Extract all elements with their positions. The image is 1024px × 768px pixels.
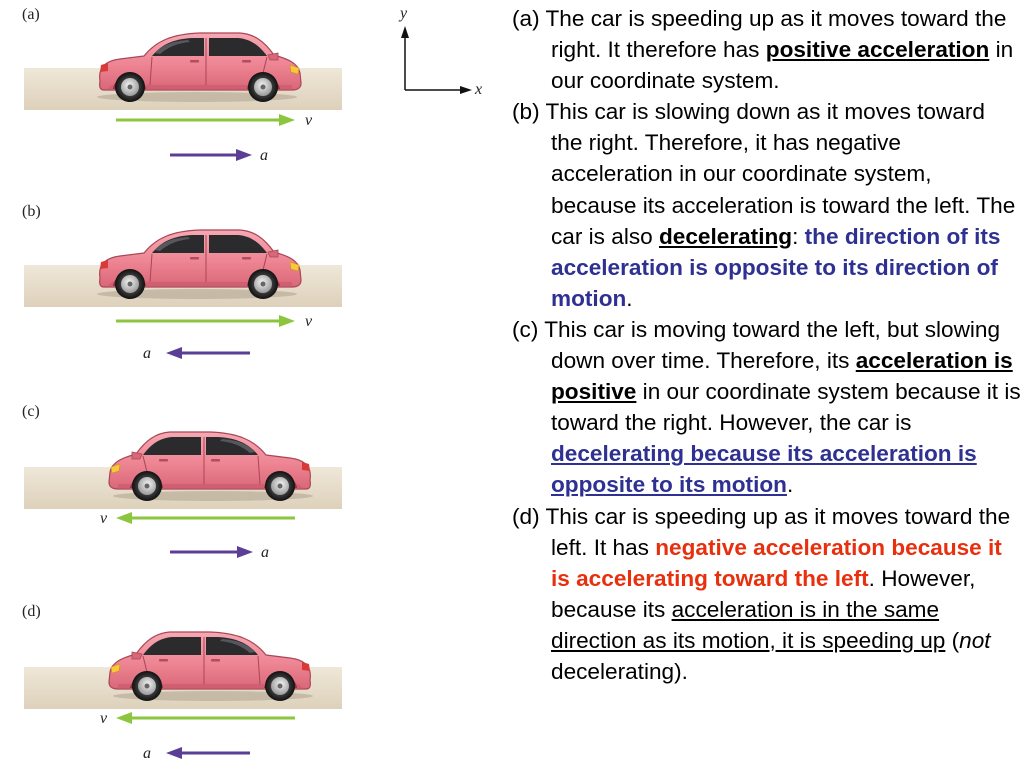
- same-direction-emphasis: acceleration is in the same direction as its motion, it is speeding up: [551, 596, 946, 653]
- accel-arrowhead-b: [166, 347, 182, 359]
- explanation-b-colon: :: [792, 223, 805, 249]
- explanation-c-prefix: (c): [512, 316, 545, 342]
- explanation-d: [512, 501, 1022, 688]
- x-axis-arrowhead: [460, 86, 472, 94]
- coordinate-axes: [398, 5, 482, 98]
- positive-acceleration-emphasis: positive acceleration: [765, 37, 990, 63]
- velocity-label-d: v: [100, 710, 108, 727]
- explanation-d-prefix: (d): [512, 503, 546, 529]
- decelerating-emphasis: decelerating: [658, 223, 793, 249]
- explanation-a: [512, 3, 1022, 96]
- explanation-b-text: This car is slowing down as it moves toward the right. Therefore, it has negative acceleration in our coordinate system, because its acceleration is toward the left. The car is also: [545, 99, 1016, 249]
- panel-label-c: (c): [22, 403, 40, 420]
- velocity-arrowhead-d: [116, 712, 132, 724]
- accel-label-c: a: [261, 544, 269, 561]
- explanation-a-text-end: in our coordinate system.: [551, 37, 1014, 94]
- explanation-b-period: .: [626, 285, 633, 311]
- explanation-text: [512, 3, 1022, 687]
- accel-label-a: a: [260, 147, 268, 164]
- accel-arrowhead-a: [236, 149, 252, 161]
- explanation-d-paren: (: [945, 627, 960, 653]
- acceleration-positive-emphasis: acceleration is positive: [551, 348, 1013, 405]
- explanation-b: [512, 96, 1022, 314]
- accel-arrowhead-d: [166, 747, 182, 759]
- velocity-label-b: v: [305, 313, 313, 330]
- panel-label-d: (d): [22, 603, 41, 620]
- panel-label-a: (a): [22, 6, 40, 23]
- negative-acceleration-emphasis: negative acceleration because it is accelerating toward the left: [551, 534, 1002, 591]
- explanation-c: [512, 314, 1022, 501]
- motion-diagram: [0, 0, 500, 768]
- explanation-d-text-mid: . However, because its: [551, 565, 976, 622]
- accel-arrowhead-c: [237, 546, 253, 558]
- accel-label-b: a: [143, 345, 151, 362]
- velocity-arrowhead-b: [279, 315, 295, 327]
- decelerating-opposite-emphasis: decelerating because its acceleration is opposite to its motion: [551, 441, 977, 498]
- explanation-a-text: The car is speeding up as it moves toward the right. It therefore has: [545, 6, 1007, 63]
- x-axis-label: x: [475, 81, 483, 98]
- velocity-label-a: v: [305, 112, 313, 129]
- velocity-arrowhead-c: [116, 512, 132, 524]
- velocity-label-c: v: [100, 510, 108, 527]
- panel-label-b: (b): [22, 203, 41, 220]
- explanation-a-prefix: (a): [512, 6, 546, 31]
- y-axis-arrowhead: [401, 26, 409, 38]
- velocity-arrowhead-a: [279, 114, 295, 126]
- explanation-c-text: This car is moving toward the left, but slowing down over time. Therefore, its: [544, 316, 1001, 374]
- explanation-c-text-mid: in our coordinate system because it is toward the right. However, the car is: [551, 379, 1021, 436]
- y-axis-label: y: [400, 5, 408, 22]
- not-emphasis: not: [959, 627, 991, 653]
- explanation-c-period: .: [786, 472, 794, 498]
- explanation-d-text-end: decelerating).: [551, 658, 688, 684]
- explanation-b-prefix: (b): [512, 99, 546, 125]
- explanation-d-text: This car is speeding up as it moves toward the left. It has: [545, 503, 1011, 560]
- accel-label-d: a: [143, 745, 151, 762]
- opposite-direction-emphasis: the direction of its acceleration is opposite to its direction of motion: [551, 223, 1001, 311]
